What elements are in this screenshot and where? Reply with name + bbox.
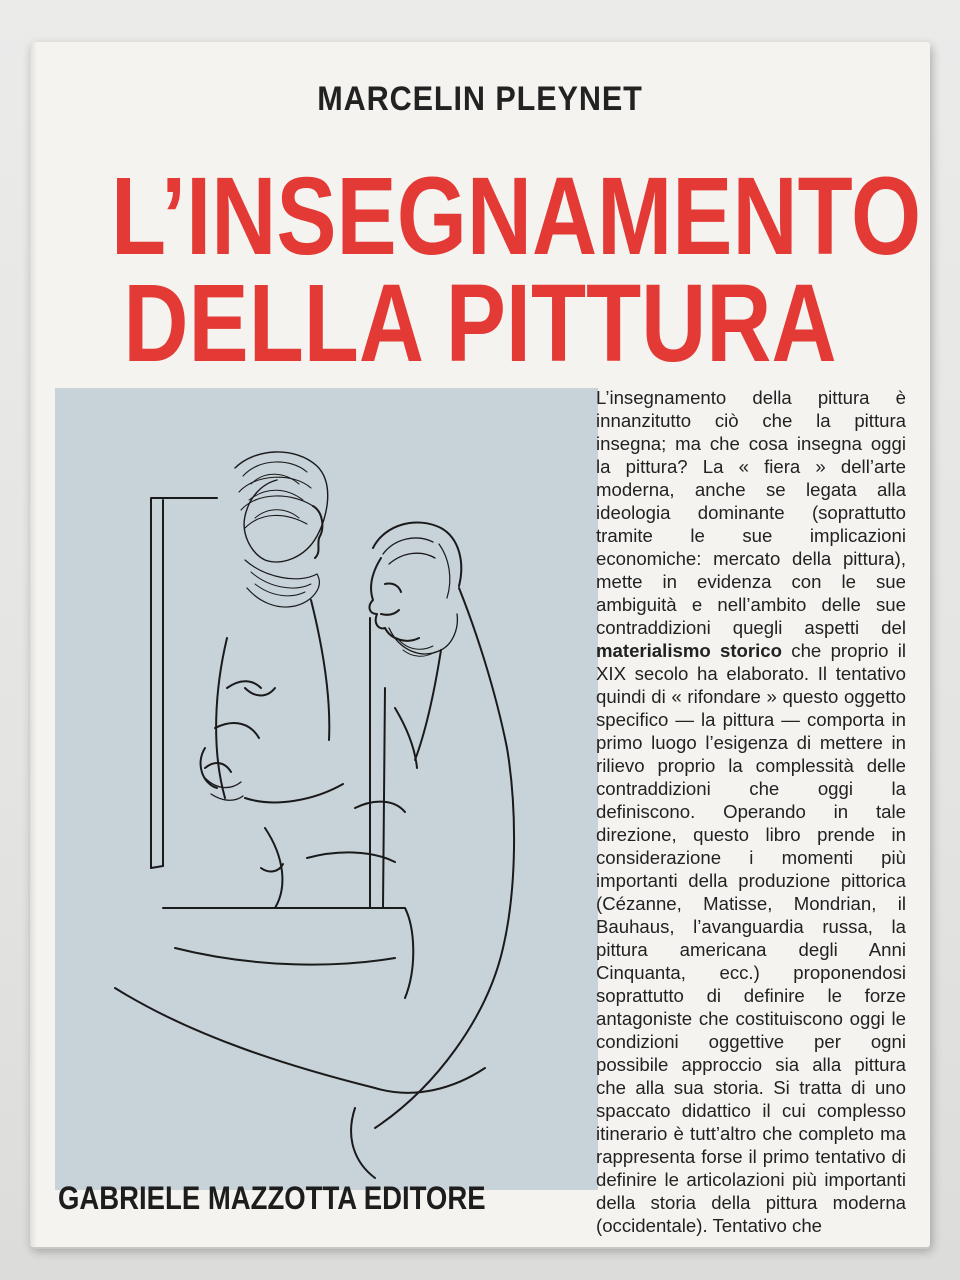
- book-cover: [30, 42, 930, 1247]
- author-name: MARCELIN PLEYNET: [317, 80, 643, 118]
- line-drawing: [55, 388, 598, 1190]
- back-blurb: [596, 386, 906, 1237]
- blurb-bold-phrase: materialismo storico: [596, 640, 782, 661]
- publisher-name: GABRIELE MAZZOTTA EDITORE: [58, 1180, 486, 1216]
- title-line-2: DELLA PITTURA: [123, 262, 837, 385]
- blurb-text-part2: che proprio il XIX secolo ha elaborato. Il tentativo quindi di « rifondare » questo oggetto specifico — la pittura — comporta in primo luogo l’esigenza di mettere in rilievo proprio la complessità delle contraddizioni che oggi la definiscono. Operando in tale direzione, questo libro prende in considerazione i momenti più importanti della produzione pittorica (Cézanne, Matisse, Mondrian, il Bauhaus, l’avanguardia russa, la pittura americana degli Anni Cinquanta, ecc.) proponendosi soprattutto di definire le forze antagoniste che costituiscono oggi le condizioni oggettive per ogni possibile approccio sia alla pittura che alla sua storia. Si tratta di uno spaccato didattico il cui complesso itinerario è tutt’altro che completo ma rappresenta forse il primo tentativo di definire le articolazioni più importanti della storia della pittura moderna (occidentale). Tentativo che: [596, 640, 906, 1236]
- cover-illustration: [55, 388, 598, 1190]
- spine-edge: [30, 42, 37, 1247]
- blurb-text-part1: L’insegnamento della pittura è innanzitutto ciò che la pittura insegna; ma che cosa insegna oggi la pittura? La « fiera » dell’arte moderna, anche se legata alla ideologia dominante (soprattutto tramite le sue implicazioni economiche: mercato della pittura), mette in evidenza con le sue ambiguità e nell’ambito delle sue contraddizioni quegli aspetti del: [596, 387, 906, 638]
- title-line-1: L’INSEGNAMENTO: [111, 155, 922, 278]
